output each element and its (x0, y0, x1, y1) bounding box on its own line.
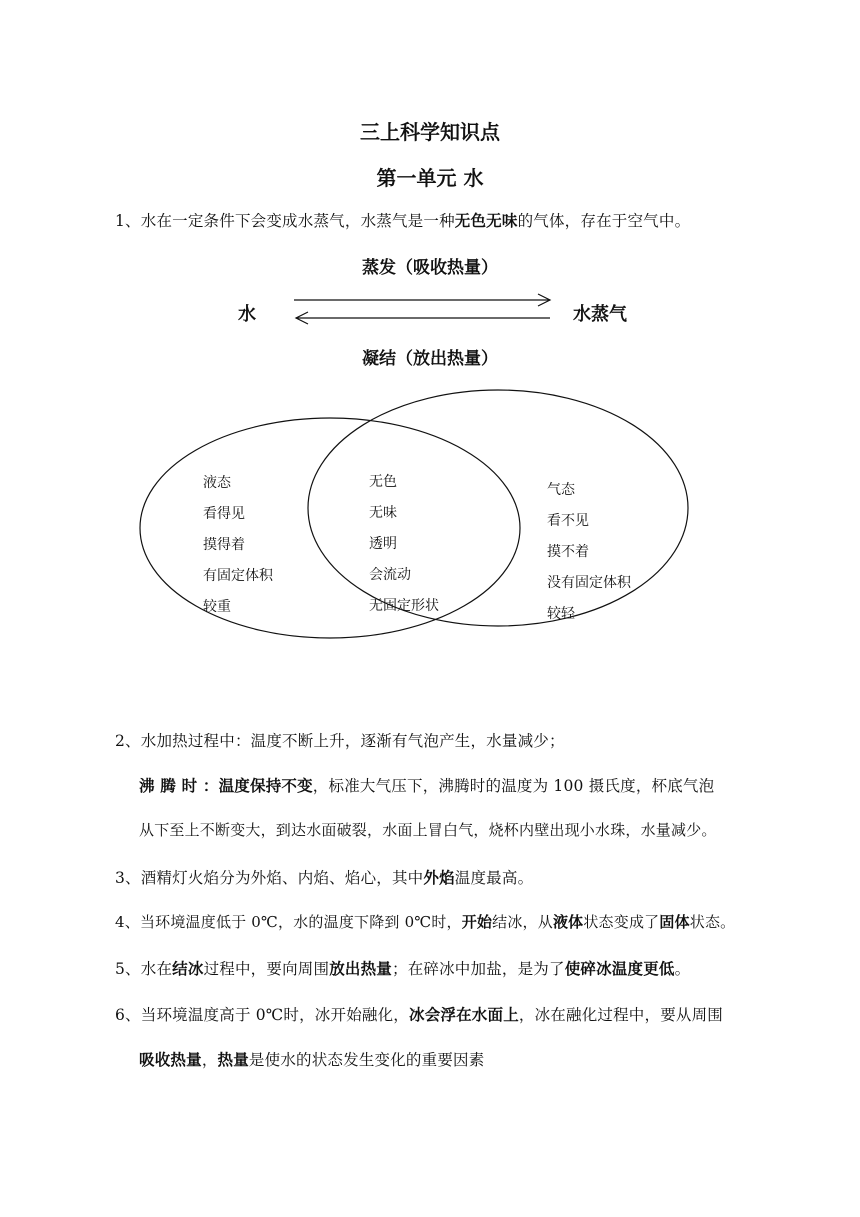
venn-middle-list (369, 467, 439, 622)
list-item: 摸得着 (203, 537, 245, 553)
venn-right-list (547, 475, 631, 630)
list-item: 液态 (203, 475, 231, 491)
paragraph-2-line-2: 沸 腾 时 ：温度保持不变，标准大气压下，沸腾时的温度为 100 摄氏度，杯底气泡 (139, 777, 715, 795)
paragraph-1: 1、水在一定条件下会变成水蒸气，水蒸气是一种无色无味的气体，存在于空气中。 (115, 212, 691, 230)
list-item: 看不见 (547, 513, 589, 529)
paragraph-6-line-2: 吸收热量，热量是使水的状态发生变化的重要因素 (139, 1051, 485, 1069)
paragraph-4: 4、当环境温度低于 0℃，水的温度下降到 0℃时，开始结冰，从液体状态变成了固体状态。 (115, 913, 736, 931)
list-item: 较轻 (547, 606, 575, 622)
paragraph-2-line-3: 从下至上不断变大，到达水面破裂，水面上冒白气，烧杯内壁出现小水珠，水量减少。 (139, 821, 717, 839)
paragraph-6-line-1: 6、当环境温度高于 0℃时，冰开始融化，冰会浮在水面上，冰在融化过程中，要从周围 (115, 1006, 724, 1024)
list-item: 气态 (547, 482, 575, 498)
list-item: 会流动 (369, 567, 411, 583)
condensation-label: 凝结（放出热量） (362, 349, 498, 369)
right-arrow-icon (294, 294, 550, 306)
venn-right-ellipse (308, 390, 688, 626)
paragraph-3: 3、酒精灯火焰分为外焰、内焰、焰心，其中外焰温度最高。 (115, 869, 534, 887)
list-item: 无固定形状 (369, 598, 439, 614)
list-item: 无色 (369, 474, 397, 490)
list-item: 有固定体积 (203, 568, 273, 584)
list-item: 看得见 (203, 506, 245, 522)
unit-title: 第一单元 水 (376, 166, 484, 190)
vapor-label: 水蒸气 (573, 304, 627, 325)
paragraph-2-line-1: 2、水加热过程中：温度不断上升，逐渐有气泡产生，水量减少； (115, 732, 565, 750)
water-label: 水 (238, 304, 256, 325)
evaporation-label: 蒸发（吸收热量） (362, 258, 498, 278)
paragraph-5: 5、水在结冰过程中，要向周围放出热量；在碎冰中加盐，是为了使碎冰温度更低。 (115, 960, 691, 978)
venn-left-ellipse (140, 418, 520, 638)
venn-left-list (203, 468, 273, 623)
list-item: 没有固定体积 (547, 575, 631, 591)
list-item: 无味 (369, 505, 397, 521)
document-title: 三上科学知识点 (360, 120, 500, 144)
list-item: 透明 (369, 536, 397, 552)
left-arrow-icon (296, 312, 550, 324)
list-item: 摸不着 (547, 544, 589, 560)
list-item: 较重 (203, 599, 231, 615)
